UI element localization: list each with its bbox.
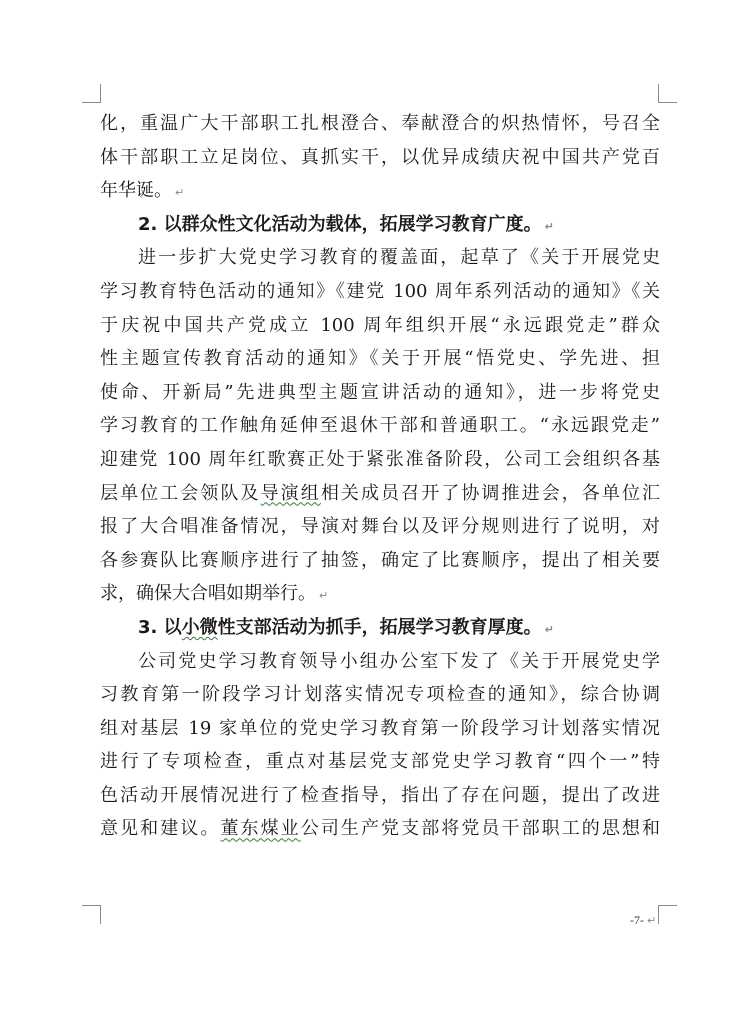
text-line-content: 色活动开展情况进行了检查指导，指出了存在问题，提出了改进 (100, 784, 660, 806)
text-line-content: 学习教育特色活动的通知》《建党 100 周年系列活动的通知》《关 (100, 280, 660, 302)
text-line-content: 3. 以小微性支部活动为抓手，拓展学习教育厚度。 (138, 616, 542, 638)
text-line-content: 2. 以群众性文化活动为载体，拓展学习教育广度。 (138, 213, 542, 235)
text-line-content: 迎建党 100 周年红歌赛正处于紧张准备阶段，公司工会组织各基 (100, 448, 660, 470)
section-heading (100, 208, 660, 242)
text-line-content: 化，重温广大干部职工扎根澄合、奉献澄合的炽热情怀，号召全 (100, 113, 660, 134)
document-body (100, 107, 660, 846)
text-line (100, 342, 660, 376)
text-line-content: 习教育第一阶段学习计划落实情况专项检查的通知》，综合协调 (100, 684, 660, 706)
text-line-content: 体干部职工立足岗位、真抓实干，以优异成绩庆祝中国共产党百 (100, 146, 660, 168)
text-line (100, 645, 660, 679)
paragraph-mark-icon: ↵ (175, 186, 185, 200)
text-line (100, 510, 660, 544)
text-line (100, 107, 660, 141)
text-line (100, 477, 660, 511)
crop-mark-bottom-right (658, 905, 677, 924)
paragraph-mark-icon: ↵ (544, 219, 554, 233)
page-number-text: -7- (630, 913, 644, 927)
text-line (100, 309, 660, 343)
text-line-content: 层单位工会领队及导演组相关成员召开了协调推进会，各单位汇 (100, 482, 661, 504)
text-line-content: 公司党史学习教育领导小组办公室下发了《关于开展党史学 (138, 650, 660, 672)
paragraph-mark-icon: ↵ (544, 622, 554, 636)
text-line-content: 报了大合唱准备情况，导演对舞台以及评分规则进行了说明，对 (100, 516, 660, 538)
section-heading (100, 611, 660, 645)
text-line (100, 409, 660, 443)
text-line (100, 241, 660, 275)
text-line-content: 使命、开新局”先进典型主题宣讲活动的通知》，进一步将党史 (100, 381, 660, 403)
crop-mark-bottom-left (82, 905, 101, 924)
text-line (100, 275, 660, 309)
text-line (100, 174, 660, 208)
text-line-content: 于庆祝中国共产党成立 100 周年组织开展“永远跟党走”群众 (100, 314, 660, 336)
text-line-content: 进行了专项检查，重点对基层党支部党史学习教育“四个一”特 (100, 751, 660, 773)
text-line (100, 712, 660, 746)
text-line (100, 745, 660, 779)
text-line (100, 141, 660, 175)
text-line-content: 各参赛队比赛顺序进行了抽签，确定了比赛顺序，提出了相关要 (100, 549, 660, 571)
crop-mark-top-left (82, 84, 101, 103)
crop-mark-top-right (658, 84, 677, 103)
text-line-content: 学习教育的工作触角延伸至退休干部和普通职工。“永远跟党走” (100, 415, 660, 437)
text-line-content: 年华诞。 (100, 180, 172, 202)
page-number (630, 913, 656, 928)
text-line (100, 678, 660, 712)
text-line (100, 376, 660, 410)
text-line (100, 577, 660, 611)
text-line-content: 性主题宣传教育活动的通知》《关于开展“悟党史、学先进、担 (100, 348, 660, 370)
paragraph-mark-icon: ↵ (319, 589, 329, 603)
text-line-content: 进一步扩大党史学习教育的覆盖面，起草了《关于开展党史 (138, 247, 660, 269)
text-line (100, 812, 660, 846)
text-line-content: 意见和建议。董东煤业公司生产党支部将党员干部职工的思想和 (100, 818, 661, 840)
text-line (100, 779, 660, 813)
paragraph-mark-icon: ↵ (647, 914, 657, 927)
text-line-content: 求，确保大合唱如期举行。 (100, 583, 316, 605)
text-line-content: 组对基层 19 家单位的党史学习教育第一阶段学习计划落实情况 (100, 717, 660, 739)
text-line (100, 544, 660, 578)
text-line (100, 443, 660, 477)
